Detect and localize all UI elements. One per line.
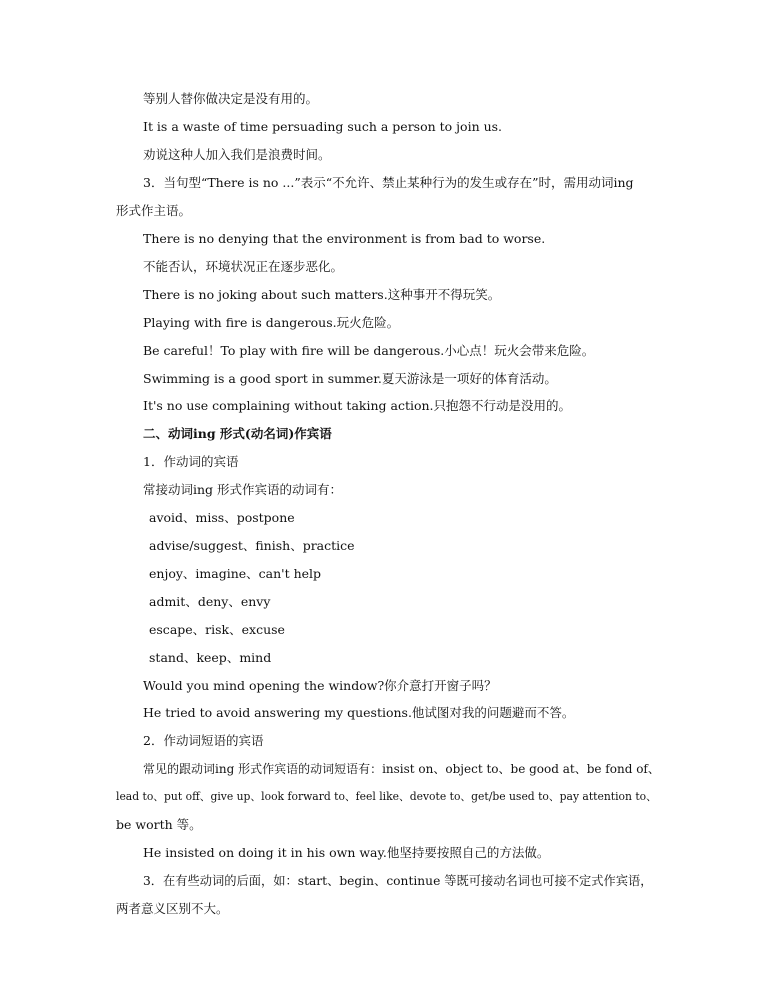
text-line: 两者意义区别不大。 — [116, 901, 229, 916]
text-line: 形式作主语。 — [116, 203, 192, 218]
text-line: lead to、put off、give up、look forward to、feel like、devote to、get/be used to、pay attention to、 — [116, 790, 657, 803]
text-line: 等别人替你做决定是没有用的。 — [143, 91, 319, 106]
text-line: 不能否认，环境状况正在逐步恶化。 — [143, 259, 344, 274]
verb-list-item: advise/suggest、finish、practice — [149, 538, 355, 553]
text-line: 3．在有些动词的后面，如：start、begin、continue 等既可接动名词也可接不定式作宾语， — [143, 874, 653, 888]
subsection-heading: 2．作动词短语的宾语 — [143, 733, 264, 748]
section-heading: 二、动词ing 形式(动名词)作宾语 — [143, 426, 332, 441]
verb-list-item: admit、deny、envy — [149, 594, 271, 609]
verb-list-item: avoid、miss、postpone — [149, 510, 295, 525]
text-line: Swimming is a good sport in summer.夏天游泳是一项好的体育活动。 — [143, 371, 557, 386]
text-line: Be careful！To play with fire will be dangerous.小心点！玩火会带来危险。 — [143, 343, 595, 358]
verb-list-item: escape、risk、excuse — [149, 622, 285, 637]
text-line: 3．当句型“There is no ...”表示“不允许、禁止某种行为的发生或存在”时，需用动词ing — [143, 175, 634, 190]
text-line: be worth 等。 — [116, 817, 202, 832]
text-line: There is no denying that the environment is from bad to worse. — [143, 231, 546, 246]
text-line: Would you mind opening the window?你介意打开窗子吗？ — [143, 678, 497, 693]
text-line: 常见的跟动词ing 形式作宾语的动词短语有：insist on、object to、be good at、be fond of、 — [143, 762, 660, 776]
text-line: 劝说这种人加入我们是浪费时间。 — [143, 147, 331, 162]
text-line: Playing with fire is dangerous.玩火危险。 — [143, 315, 400, 330]
text-line: He tried to avoid answering my questions.他试图对我的问题避而不答。 — [143, 705, 575, 720]
text-line: He insisted on doing it in his own way.他坚持要按照自己的方法做。 — [143, 845, 550, 860]
verb-list-item: stand、keep、mind — [149, 650, 272, 665]
text-line: There is no joking about such matters.这种事开不得玩笑。 — [143, 287, 501, 302]
text-line: It's no use complaining without taking action.只抱怨不行动是没用的。 — [143, 398, 572, 413]
text-line: 常接动词ing 形式作宾语的动词有： — [143, 482, 343, 497]
verb-list-item: enjoy、imagine、can't help — [149, 566, 322, 581]
subsection-heading: 1．作动词的宾语 — [143, 454, 239, 469]
text-line: It is a waste of time persuading such a person to join us. — [143, 119, 503, 134]
